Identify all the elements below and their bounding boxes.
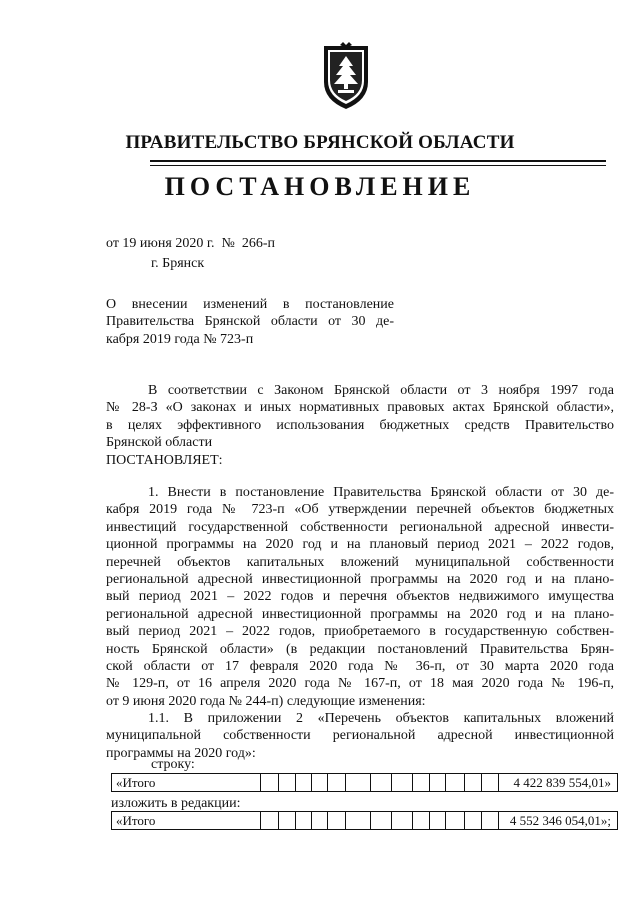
- document-date-number: от 19 июня 2020 г. № 266-п: [106, 236, 275, 251]
- organization-name: ПРАВИТЕЛЬСТВО БРЯНСКОЙ ОБЛАСТИ: [125, 132, 515, 153]
- item-1-line: № 129-п, от 16 апреля 2020 года № 167-п, от 18 мая 2020 года № 196-п,: [106, 676, 614, 692]
- preamble-paragraph: [106, 382, 614, 469]
- subject-line: Правительства Брянской области от 30 де-: [106, 314, 394, 330]
- item-1-1-line: программы на 2020 год»:: [106, 745, 256, 761]
- preamble-line: в целях эффективного использования бюджетных средств Правительство: [106, 417, 614, 433]
- preamble-line: В соответствии с Законом Брянской области от 3 ноября 1997 года: [148, 383, 614, 398]
- item-1-line: инвестиций государственной собственности региональной адресной инвести-: [106, 519, 614, 535]
- row-total-value: 4 552 346 054,01»;: [509, 813, 611, 828]
- document-city: г. Брянск: [151, 256, 205, 271]
- subject-line: кабря 2019 года № 723-п: [106, 331, 254, 347]
- item-1-line: перечней объектов капитальных вложений муниципальной собственности: [106, 554, 614, 570]
- row-total-value: 4 422 839 554,01»: [513, 775, 611, 790]
- item-1-line: региональной адресной инвестиционной программы на 2020 год и на плано-: [106, 571, 614, 587]
- header-divider-thick: [150, 160, 606, 162]
- item-1-1-line: 1.1. В приложении 2 «Перечень объектов капитальных вложений: [148, 711, 614, 727]
- item-1-paragraph: [106, 484, 614, 762]
- item-1-line: кабря 2019 года № 723-п «Об утверждении перечней объектов бюджетных: [106, 502, 614, 518]
- item-1-line: вый период 2021 – 2022 годов, приобретаемого в государственную собствен-: [106, 624, 614, 640]
- item-1-line: региональной адресной инвестиционной программы на 2020 год и на плано-: [106, 606, 614, 622]
- preamble-line: Брянской области: [106, 435, 213, 451]
- edit-caption: изложить в редакции:: [111, 796, 241, 811]
- header-divider-thin: [150, 165, 606, 166]
- resolves-word: ПОСТАНОВЛЯЕТ:: [106, 452, 223, 468]
- row-caption: строку:: [151, 757, 195, 772]
- item-1-1-line: муниципальной собственности региональной адресной инвестиционной: [106, 728, 614, 744]
- table-row-new: [111, 811, 618, 830]
- row-label: «Итого: [116, 813, 156, 828]
- preamble-line: № 28-З «О законах и иных нормативных правовых актах Брянской области»,: [106, 400, 614, 416]
- document-subject: [106, 296, 394, 348]
- item-1-line: от 9 июня 2020 года № 244-п) следующие изменения:: [106, 693, 426, 709]
- row-label: «Итого: [116, 775, 156, 790]
- document-type-title: ПОСТАНОВЛЕНИЕ: [164, 172, 476, 201]
- coat-of-arms-icon: [318, 42, 374, 112]
- item-1-line: 1. Внести в постановление Правительства Брянской области от 30 де-: [148, 485, 614, 500]
- table-row-old: [111, 773, 618, 792]
- item-1-line: ской области от 17 февраля 2020 года № 36-п, от 30 марта 2020 года: [106, 658, 614, 674]
- item-1-line: вый период 2021 – 2022 годов и перечня объектов недвижимого имущества: [106, 589, 614, 605]
- subject-line: О внесении изменений в постановление: [106, 297, 394, 312]
- item-1-line: ционной программы на 2020 год и на плановый период 2021 – 2022 годов,: [106, 537, 614, 553]
- item-1-line: ность Брянской области» (в редакции постановлений Правительства Брян-: [106, 641, 614, 657]
